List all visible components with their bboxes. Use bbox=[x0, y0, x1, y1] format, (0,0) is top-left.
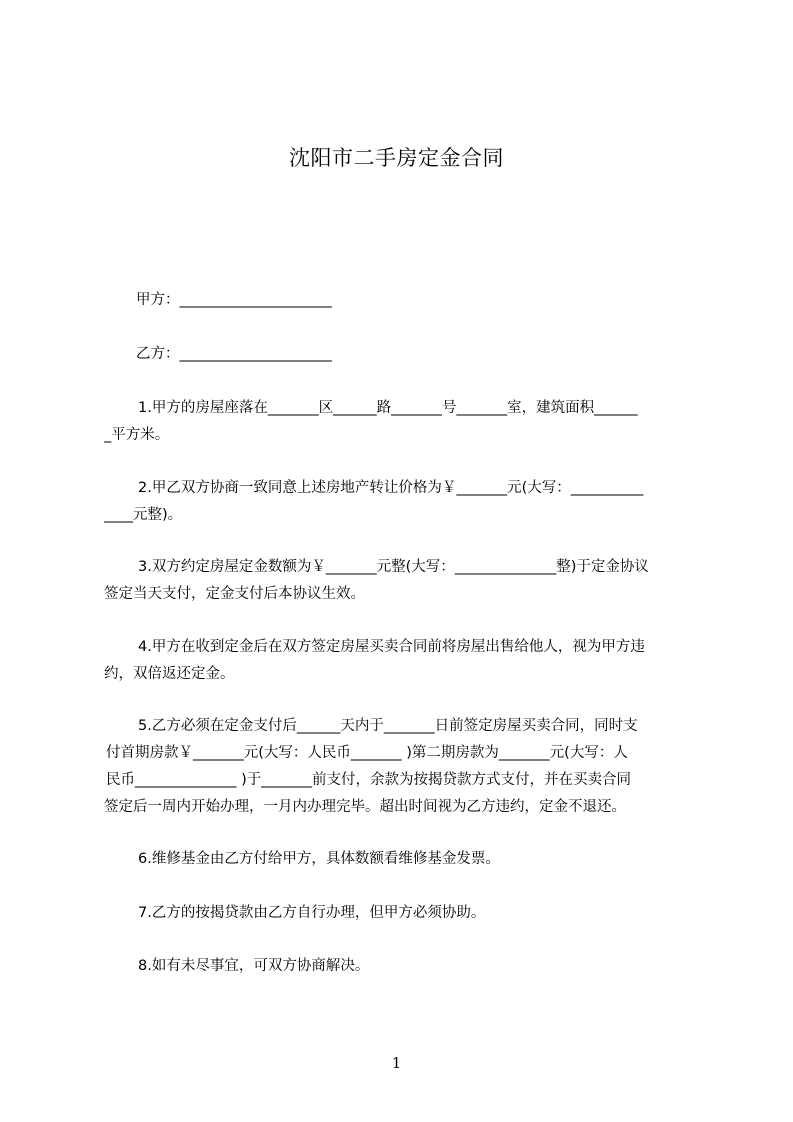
clause-1-line-1: 1.甲方的房屋座落在_______区______路_______号_______室，建筑面积______ bbox=[138, 400, 638, 416]
clause-5-line-1: 5.乙方必须在定金支付后______天内于_______日前签定房屋买卖合同，同时支 bbox=[138, 718, 638, 734]
clause-5-line-4: 签定后一周内开始办理，一月内办理完毕。超出时间视为乙方违约，定金不退还。 bbox=[104, 799, 626, 815]
clause-5-line-2: 付首期房款￥_______元(大写：人民币_______ )第二期房款为_______元(大写：人 bbox=[106, 745, 628, 761]
clause-6 bbox=[104, 846, 704, 873]
clause-4 bbox=[104, 634, 704, 688]
clause-8-line-1: 8.如有未尽事宜，可双方协商解决。 bbox=[138, 958, 370, 974]
party-b-field: 乙方：_____________________ bbox=[136, 346, 332, 362]
clause-5 bbox=[104, 713, 704, 821]
clause-6-line-1: 6.维修基金由乙方付给甲方，具体数额看维修基金发票。 bbox=[138, 851, 500, 867]
clause-7-line-1: 7.乙方的按揭贷款由乙方自行办理，但甲方必须协助。 bbox=[138, 905, 486, 921]
clause-4-line-1: 4.甲方在收到定金后在双方签定房屋买卖合同前将房屋出售给他人，视为甲方违 bbox=[138, 639, 645, 655]
clause-3 bbox=[104, 554, 704, 608]
clause-1-line-2: _平方米。 bbox=[104, 427, 170, 443]
clause-2-line-2: ____元整)。 bbox=[104, 507, 183, 523]
clause-5-line-3: 民币______________ )于_______前支付，余款为按揭贷款方式支付，并在买卖合同 bbox=[106, 772, 632, 788]
clause-8 bbox=[104, 953, 704, 980]
clause-2-line-1: 2.甲乙双方协商一致同意上述房地产转让价格为￥_______元(大写：__________ bbox=[138, 480, 644, 496]
clause-2 bbox=[104, 475, 704, 529]
clause-3-line-2: 签定当天支付，定金支付后本协议生效。 bbox=[104, 586, 365, 602]
clause-3-line-1: 3.双方约定房屋定金数额为￥_______元整(大写：______________整)于定金协议 bbox=[138, 559, 649, 575]
clause-4-line-2: 约，双倍返还定金。 bbox=[104, 666, 235, 682]
clause-1 bbox=[104, 395, 704, 449]
document-title: 沈阳市二手房定金合同 bbox=[289, 146, 504, 170]
party-a-field: 甲方：_____________________ bbox=[136, 292, 332, 308]
page-number: 1 bbox=[391, 1054, 402, 1072]
clause-7 bbox=[104, 900, 704, 927]
